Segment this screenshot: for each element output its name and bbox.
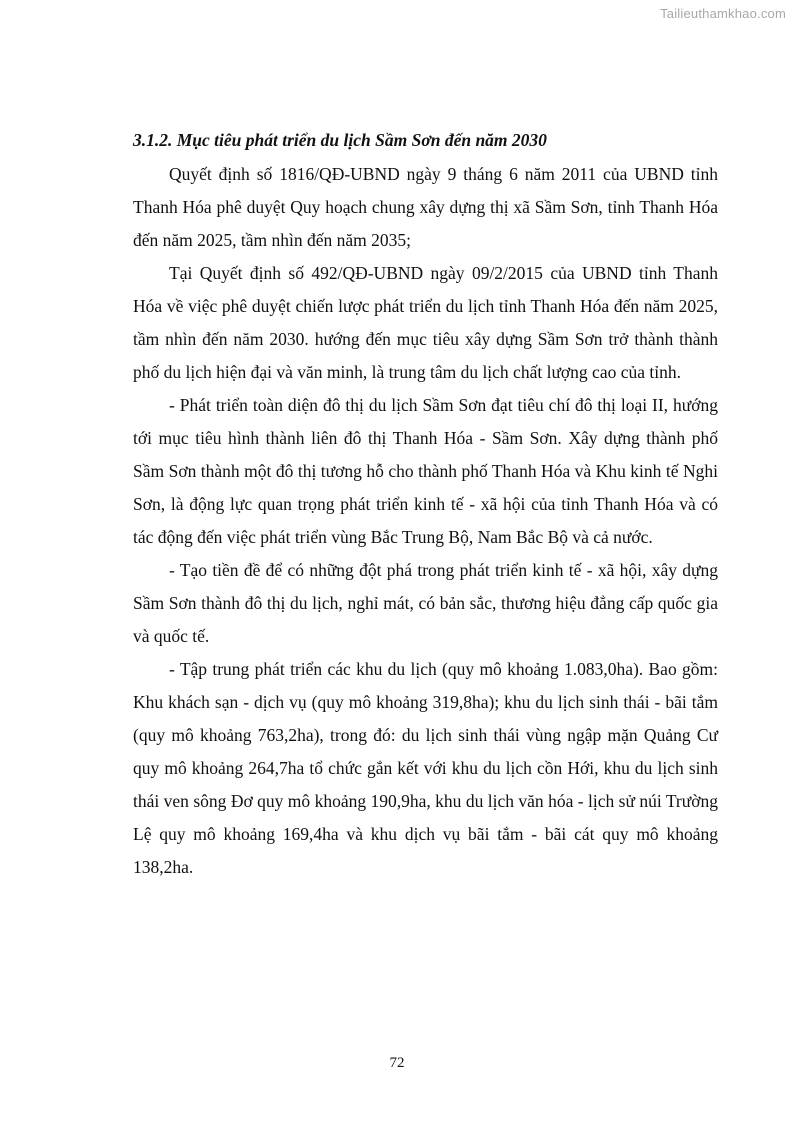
page-number: 72 (389, 1055, 405, 1071)
document-body (133, 128, 718, 884)
section-heading: 3.1.2. Mục tiêu phát triển du lịch Sầm Sơn đến năm 2030 (133, 130, 547, 150)
paragraph-breakthrough: - Tạo tiền đề để có những đột phá trong phát triển kinh tế - xã hội, xây dựng Sầm Sơn thành đô thị du lịch, nghỉ mát, có bản sắc, thương hiệu đẳng cấp quốc gia và quốc tế. (133, 560, 718, 646)
paragraph-tourism-zones: - Tập trung phát triển các khu du lịch (quy mô khoảng 1.083,0ha). Bao gồm: Khu khách sạn - dịch vụ (quy mô khoảng 319,8ha); khu du lịch sinh thái - bãi tắm (quy mô khoảng 763,2ha), trong đó: du lịch sinh thái vùng ngập mặn Quảng Cư quy mô khoảng 264,7ha tổ chức gắn kết với khu du lịch cồn Hới, khu du lịch sinh thái ven sông Đơ quy mô khoảng 190,9ha, khu du lịch văn hóa - lịch sử núi Trường Lệ quy mô khoảng 169,4ha và khu dịch vụ bãi tắm - bãi cát quy mô khoảng 138,2ha. (133, 659, 718, 877)
paragraph-decision-492: Tại Quyết định số 492/QĐ-UBND ngày 09/2/2015 của UBND tỉnh Thanh Hóa về việc phê duyệt chiến lược phát triển du lịch tỉnh Thanh Hóa đến năm 2025, tầm nhìn đến năm 2030. hướng đến mục tiêu xây dựng Sầm Sơn trở thành thành phố du lịch hiện đại và văn minh, là trung tâm du lịch chất lượng cao của tỉnh. (133, 263, 718, 382)
watermark-text: Tailieuthamkhao.com (660, 6, 786, 21)
paragraph-decision-1816: Quyết định số 1816/QĐ-UBND ngày 9 tháng 6 năm 2011 của UBND tỉnh Thanh Hóa phê duyệt Quy hoạch chung xây dựng thị xã Sầm Sơn, tỉnh Thanh Hóa đến năm 2025, tầm nhìn đến năm 2035; (133, 164, 718, 250)
paragraph-urban-development: - Phát triển toàn diện đô thị du lịch Sầm Sơn đạt tiêu chí đô thị loại II, hướng tới mục tiêu hình thành liên đô thị Thanh Hóa - Sầm Sơn. Xây dựng thành phố Sầm Sơn thành một đô thị tương hỗ cho thành phố Thanh Hóa và Khu kinh tế Nghi Sơn, là động lực quan trọng phát triển kinh tế - xã hội của tỉnh Thanh Hóa và có tác động đến việc phát triển vùng Bắc Trung Bộ, Nam Bắc Bộ và cả nước. (133, 395, 718, 547)
